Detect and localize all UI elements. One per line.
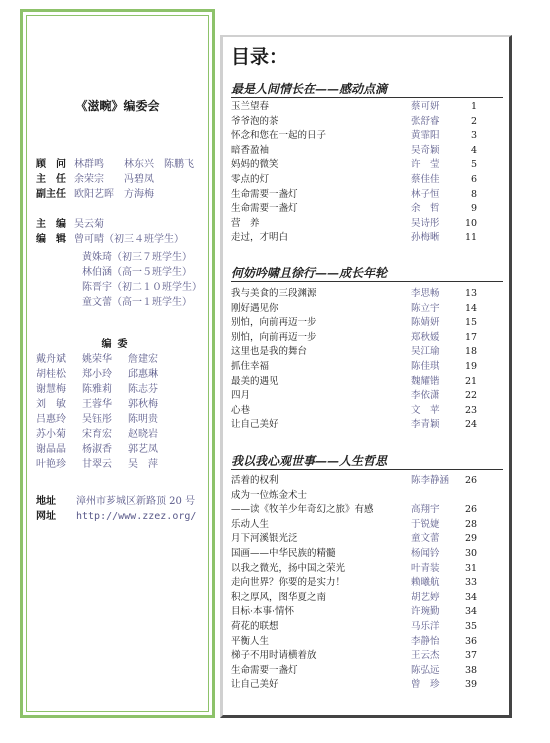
toc-entry-title: 我与美食的三段渊源 <box>231 288 317 299</box>
toc-entry-title: 四月 <box>231 390 251 402</box>
toc-entry-title: 月下河溪银光泛 <box>231 533 298 545</box>
toc-entry-title: 心巷 <box>231 404 251 416</box>
toc-entry[interactable] <box>231 188 505 201</box>
toc-entry[interactable] <box>231 389 505 402</box>
address-label: 地址 <box>36 496 56 507</box>
toc-entry[interactable] <box>231 404 505 417</box>
toc-entry[interactable] <box>231 144 505 157</box>
toc-entry-author: 李青颖 <box>411 419 440 431</box>
toc-entry-author: 王云杰 <box>411 650 440 662</box>
toc-entry-title: 别怕，向前再迈一步 <box>231 331 317 343</box>
committee-member: 杨淑香 <box>82 444 112 455</box>
committee-member: 谢慧梅 <box>36 384 66 395</box>
toc-entry-author: 李依潇 <box>411 390 440 402</box>
committee-member: 谢晶晶 <box>36 444 66 455</box>
website-label: 网址 <box>36 511 56 522</box>
role-names: 曾可晴（初三４班学生） <box>74 234 184 245</box>
role-label: 编 辑 <box>36 234 66 245</box>
committee-row <box>36 395 174 410</box>
toc-entry-title: 国画——中华民族的精髓 <box>231 548 336 559</box>
toc-entry[interactable] <box>231 503 505 516</box>
committee-member: 郑小玲 <box>82 369 112 380</box>
toc-entry-page: 19 <box>465 361 478 372</box>
toc-entry[interactable] <box>231 115 505 128</box>
board-title: 《滋畹》编委会 <box>75 99 160 113</box>
toc-section-heading: 何妨吟啸且徐行——成长年轮 <box>231 266 388 280</box>
toc-entry-title: 爷爷泡的茶 <box>231 115 279 127</box>
editor-name: 林伯涵（高一５班学生） <box>82 267 192 278</box>
role-deputy-director <box>36 188 154 202</box>
toc-entry-author: 李思畅 <box>411 288 440 299</box>
committee-member: 陈雅莉 <box>82 384 112 395</box>
toc-entry-author: 陈佳琪 <box>411 361 440 372</box>
toc-entry-author: 吴诗彤 <box>411 217 440 229</box>
toc-entry-page: 35 <box>465 621 478 632</box>
committee-member: 郭秋梅 <box>128 399 158 410</box>
toc-entry-page: 18 <box>465 346 478 358</box>
toc-entry-author: 于锐婕 <box>411 518 440 530</box>
website-row <box>36 507 196 522</box>
toc-entry-author: 魏耀锴 <box>411 375 440 387</box>
toc-entry-page: 23 <box>465 404 478 416</box>
toc-entry[interactable] <box>231 620 505 633</box>
toc-section-rule <box>231 97 503 98</box>
toc-entry[interactable] <box>231 331 505 344</box>
toc-entry-title: 零点的灯 <box>231 174 270 185</box>
toc-entry[interactable] <box>231 635 505 648</box>
toc-title: 目录： <box>231 46 289 68</box>
committee-member: 陈明贵 <box>128 414 158 425</box>
role-label: 顾 问 <box>36 159 66 170</box>
role-names: 余荣宗 冯碧凤 <box>74 174 154 185</box>
website-link[interactable]: http://www.zzez.org/ <box>76 511 197 522</box>
toc-entry-title: 暗香盈袖 <box>231 144 270 156</box>
toc-entry[interactable] <box>231 217 505 230</box>
toc-entry-author: 蔡佳佳 <box>411 174 440 185</box>
committee-row <box>36 455 174 470</box>
role-names: 吴云菊 <box>74 219 104 230</box>
toc-entry[interactable] <box>231 576 505 589</box>
toc-entry-page: 39 <box>465 679 478 691</box>
role-label: 主 编 <box>36 219 66 230</box>
toc-entry-author: 许 莹 <box>411 159 440 171</box>
toc-entry-page: 14 <box>465 302 478 314</box>
role-label: 主 任 <box>36 174 66 185</box>
toc-entry-author: 林子恒 <box>411 188 440 200</box>
toc-entry-title: 以我之微光，扬中国之荣光 <box>231 562 346 574</box>
toc-entry[interactable] <box>231 418 505 431</box>
toc-entry-page: 28 <box>465 518 478 530</box>
toc-entry[interactable] <box>231 173 505 186</box>
toc-entry-page: 9 <box>470 203 477 215</box>
toc-entry-page: 10 <box>465 217 478 229</box>
toc-entry-title: 抓住幸福 <box>231 361 270 372</box>
toc-entry[interactable] <box>231 547 505 560</box>
toc-entry-author: 文 苹 <box>411 404 440 416</box>
toc-section-rule <box>231 281 503 282</box>
role-names: 林群鸣 林东兴 陈鹏飞 <box>74 159 194 170</box>
committee-member: 郭艺凤 <box>128 444 158 455</box>
toc-entry-title: 让自己美好 <box>231 419 279 431</box>
toc-entry[interactable] <box>231 518 505 531</box>
toc-entry-author: 曾 珍 <box>411 679 440 691</box>
toc-entry-title: 乐动人生 <box>231 518 270 530</box>
address-value: 漳州市芗城区新路顶 20 号 <box>76 496 196 507</box>
toc-entry-title: ——读《牧羊少年奇幻之旅》有感 <box>231 504 374 516</box>
committee-member: 吕惠玲 <box>36 414 66 425</box>
toc-entry[interactable] <box>231 532 505 545</box>
toc-entry-author: 吴奇颖 <box>411 144 440 156</box>
toc-entry-title: 活着的权利 <box>231 475 279 486</box>
role-advisor <box>36 158 194 172</box>
committee-row <box>36 380 174 395</box>
toc-entry-title: 成为一位炼金术士 <box>231 489 308 501</box>
toc-entry-page: 22 <box>465 390 478 402</box>
toc-entry-title: 营 养 <box>231 217 260 229</box>
toc-entry-author: 叶青装 <box>411 562 440 574</box>
committee-member: 赵晓岩 <box>128 429 158 440</box>
toc-entry[interactable] <box>231 649 505 662</box>
toc-entry[interactable] <box>231 302 505 315</box>
committee-member: 苏小菊 <box>36 429 66 440</box>
committee-member: 宋育宏 <box>82 429 112 440</box>
toc-entry-author: 李静怡 <box>411 635 440 647</box>
committee-member: 吴 萍 <box>128 459 158 470</box>
toc-entry-author: 郑秋媛 <box>411 331 440 343</box>
committee-member: 甘翠云 <box>82 459 112 470</box>
role-chief-editor <box>36 218 104 232</box>
toc-entry-title: 这里也是我的舞台 <box>231 346 308 358</box>
toc-entry-author: 许琬勤 <box>411 606 440 618</box>
committee-member: 叶艳珍 <box>36 459 66 470</box>
toc-entry-page: 24 <box>465 419 478 431</box>
toc-entry-title: 梯子不用时请横着放 <box>231 650 317 662</box>
toc-entry-title: 玉兰望春 <box>231 101 270 112</box>
role-label: 副主任 <box>36 189 66 200</box>
committee-member: 詹建宏 <box>128 354 158 365</box>
committee-member: 王蓉华 <box>82 399 112 410</box>
committee-member: 戴舟斌 <box>36 354 66 365</box>
toc-entry-title: 积之厚风，图华夏之南 <box>231 591 327 603</box>
toc-entry-page: 38 <box>465 664 478 676</box>
toc-entry-page: 15 <box>465 317 478 329</box>
committee-member: 胡桂松 <box>36 369 66 380</box>
toc-section-heading: 我以我心观世事——人生哲思 <box>231 454 388 468</box>
toc-entry-author: 黄霏阳 <box>411 130 440 142</box>
toc-entry[interactable] <box>231 489 505 502</box>
committee-member: 刘 敏 <box>36 399 66 410</box>
toc-entry[interactable] <box>231 158 505 171</box>
toc-entry-title: 刚好遇见你 <box>231 302 279 314</box>
toc-entry-author: 张舒睿 <box>411 115 440 127</box>
toc-entry[interactable] <box>231 345 505 358</box>
toc-entry-page: 33 <box>465 577 478 589</box>
toc-entry[interactable] <box>231 562 505 575</box>
toc-entry-author: 陈婧妍 <box>411 317 440 329</box>
toc-entry-title: 别怕，向前再迈一步 <box>231 317 317 329</box>
toc-entry[interactable] <box>231 605 505 618</box>
committee-row <box>36 440 174 455</box>
toc-entry-title: 生命需要一盏灯 <box>231 203 298 215</box>
address-row <box>36 492 195 507</box>
toc-entry-page: 29 <box>465 533 478 545</box>
toc-section-heading: 最是人间情长在——感动点滴 <box>231 82 388 96</box>
toc-entry-page: 26 <box>465 475 478 486</box>
toc-entry-page: 11 <box>465 232 478 244</box>
toc-entry-author: 陈弘远 <box>411 664 440 676</box>
toc-entry[interactable] <box>231 678 505 691</box>
editor-name: 黄姝琦（初三７班学生） <box>82 252 192 263</box>
toc-entry-author: 童文蕾 <box>411 533 440 545</box>
toc-entry[interactable] <box>231 591 505 604</box>
toc-entry-title: 走过，才明白 <box>231 232 289 244</box>
committee-member: 陈志芬 <box>128 384 158 395</box>
toc-entry-author: 赖曦航 <box>411 577 440 589</box>
toc-entry-author: 陈立宇 <box>411 302 440 314</box>
toc-entry-page: 21 <box>465 375 478 387</box>
toc-entry-title: 生命需要一盏灯 <box>231 664 298 676</box>
toc-entry[interactable] <box>231 100 505 113</box>
toc-entry-title: 荷花的联想 <box>231 621 279 632</box>
toc-entry-author: 胡艺婷 <box>411 591 440 603</box>
toc-entry-title: 最美的遇见 <box>231 375 279 387</box>
toc-entry-page: 30 <box>465 548 478 559</box>
toc-entry-page: 5 <box>470 159 477 171</box>
committee-member: 吴钰彤 <box>82 414 112 425</box>
toc-entry-page: 37 <box>465 650 478 662</box>
toc-entry[interactable] <box>231 287 505 300</box>
toc-entry-title: 走向世界？你要的是实力！ <box>231 577 346 589</box>
toc-entry-page: 4 <box>470 144 477 156</box>
committee-row <box>36 365 174 380</box>
committee-row <box>36 410 174 425</box>
toc-entry-author: 蔡可妍 <box>411 101 440 112</box>
committee-member: 邱惠琳 <box>128 369 158 380</box>
toc-entry-title: 怀念和您在一起的日子 <box>231 130 327 142</box>
toc-entry-page: 3 <box>470 130 477 142</box>
toc-entry[interactable] <box>231 375 505 388</box>
toc-entry-page: 13 <box>465 288 478 299</box>
toc-entry[interactable] <box>231 474 505 487</box>
toc-entry-title: 目标·本事·情怀 <box>231 606 295 618</box>
toc-section-rule <box>231 469 503 470</box>
committee-title: 编委 <box>101 339 134 350</box>
toc-entry[interactable] <box>231 664 505 677</box>
toc-entry-author: 马乐洋 <box>411 621 440 632</box>
toc-entry-page: 6 <box>470 174 477 185</box>
toc-entry-title: 让自己美好 <box>231 679 279 691</box>
toc-entry-author: 陈李静涵 <box>411 475 450 486</box>
toc-entry-title: 平衡人生 <box>231 635 270 647</box>
toc-entry-author: 吴江瑜 <box>411 346 440 358</box>
toc-entry[interactable] <box>231 231 505 244</box>
role-editors <box>36 233 184 247</box>
toc-entry-page: 1 <box>470 101 477 112</box>
toc-entry-page: 34 <box>465 606 478 618</box>
toc-entry-author: 杨闻钤 <box>411 548 440 559</box>
toc-entry[interactable] <box>231 202 505 215</box>
toc-entry-page: 17 <box>465 331 478 343</box>
toc-entry-page: 31 <box>465 562 478 574</box>
toc-entry-page: 34 <box>465 591 478 603</box>
toc-entry-page: 36 <box>465 635 478 647</box>
committee-row <box>36 425 174 440</box>
role-names: 欧阳艺晖 方海梅 <box>74 189 154 200</box>
committee-member: 姚荣华 <box>82 354 112 365</box>
toc-entry[interactable] <box>231 316 505 329</box>
editor-name: 陈晋宇（初二１０班学生） <box>82 282 202 293</box>
editor-name: 童文蕾（高一１班学生） <box>82 297 192 308</box>
toc-entry-author: 孙梅晰 <box>411 232 440 244</box>
toc-entry-author: 高翔宇 <box>411 504 440 516</box>
toc-entry-page: 2 <box>470 115 477 127</box>
committee-row <box>36 350 174 365</box>
toc-entry-title: 生命需要一盏灯 <box>231 188 298 200</box>
toc-entry[interactable] <box>231 360 505 373</box>
toc-entry-title: 妈妈的微笑 <box>231 159 279 171</box>
toc-entry-author: 余 哲 <box>411 203 440 215</box>
toc-entry-page: 8 <box>470 188 477 200</box>
role-director <box>36 173 154 187</box>
toc-entry-page: 26 <box>465 504 478 516</box>
toc-entry[interactable] <box>231 129 505 142</box>
